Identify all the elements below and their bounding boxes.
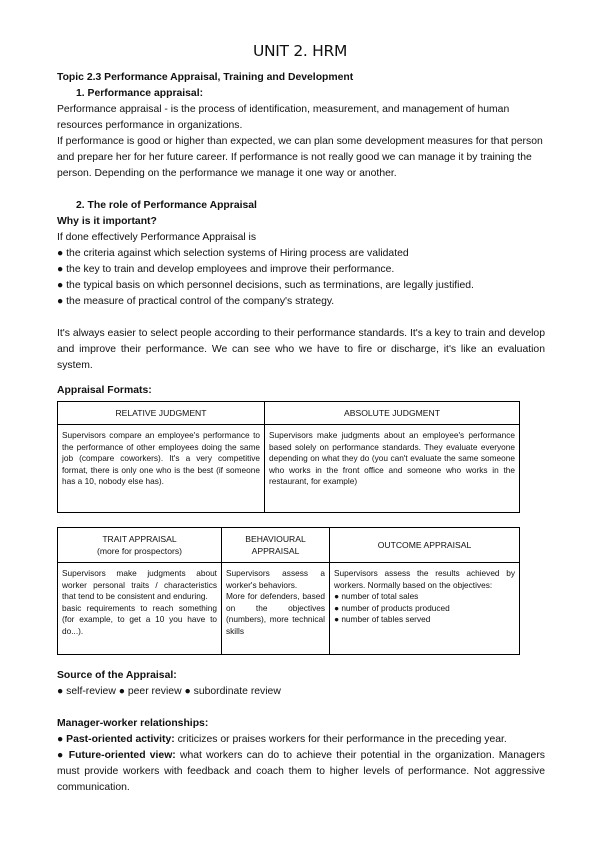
cell-line: ● number of products produced <box>334 602 450 613</box>
source-list: ● self-review ● peer review ● subordinate review <box>57 686 281 697</box>
section2-para: It's always easier to select people according to their performance standards. It's a key to train and develop and improve their performance. We can see who we have to fire or discharge, it's like an evaluation system. <box>57 328 545 371</box>
section1-para1: Performance appraisal - is the process of identification, measurement, and management of human resources performance in organizations. <box>57 104 510 131</box>
behavioural-appraisal-header: BEHAVIOURAL APPRAISAL <box>222 528 330 563</box>
list-item: ● the measure of practical control of the company's strategy. <box>57 296 335 307</box>
trait-appraisal-note: (more for prospectors) <box>96 546 182 556</box>
manager-heading: Manager-worker relationships: <box>57 718 209 729</box>
cell-line: ● number of tables served <box>334 614 431 624</box>
cell-line: More for defenders, based on the objectives (numbers), more technical skills <box>226 591 325 636</box>
section1-heading: 1. Performance appraisal: <box>76 88 204 99</box>
absolute-judgment-cell: Supervisors make judgments about an employee's performance based solely on performance standards. They evaluate everyone depending on what they do (you can't evaluate the same someone who works in the front office and someone who works in the restaurant, for example) <box>265 425 520 513</box>
list-item: ● the key to train and develop employees and improve their performance. <box>57 264 395 275</box>
behavioural-appraisal-cell <box>222 563 330 655</box>
past-oriented-item <box>57 732 545 748</box>
relative-judgment-header: RELATIVE JUDGMENT <box>58 402 265 425</box>
appraisal-types-table <box>57 527 520 655</box>
trait-appraisal-title: TRAIT APPRAISAL <box>102 534 177 544</box>
formats-heading: Appraisal Formats: <box>57 385 152 396</box>
importance-list <box>57 246 545 310</box>
page-title: UNIT 2. HRM <box>252 42 348 60</box>
list-item: ● the typical basis on which personnel decisions, such as terminations, are legally justified. <box>57 280 474 291</box>
section1-para2: If performance is good or higher than expected, we can plan some development measures for that person and prepare her for her future career. If performance is not really good we can manage it by training the person. Depending on the performance we manage it one way or another. <box>57 136 543 179</box>
future-oriented-text: what workers can do to achieve their potential in the organization. Managers must provide workers with feedback and coach them to higher levels of performance. Not aggressive communication. <box>57 750 545 793</box>
past-oriented-text: criticizes or praises workers for their performance in the preceding year. <box>174 734 507 745</box>
outcome-appraisal-cell <box>330 563 520 655</box>
trait-appraisal-header <box>58 528 222 563</box>
section2-subheading: Why is it important? <box>57 216 157 227</box>
future-oriented-item <box>57 748 545 796</box>
past-oriented-label: ● Past-oriented activity: <box>57 734 175 745</box>
cell-line: basic requirements to reach something (for example, to get a 10 you have to do...). <box>62 602 217 636</box>
topic-heading: Topic 2.3 Performance Appraisal, Training and Development <box>57 72 354 83</box>
section2-intro: If done effectively Performance Appraisal is <box>57 232 257 243</box>
trait-appraisal-cell <box>58 563 222 655</box>
source-heading: Source of the Appraisal: <box>57 670 177 681</box>
cell-line: Supervisors assess the results achieved by workers. Normally based on the objectives: <box>334 568 515 590</box>
future-oriented-label: ● Future-oriented view: <box>57 750 176 761</box>
judgment-table <box>57 401 520 513</box>
cell-line: ● number of total sales <box>334 591 419 601</box>
section2-heading: 2. The role of Performance Appraisal <box>76 200 257 211</box>
cell-line: Supervisors assess a worker's behaviors. <box>226 568 325 590</box>
document-body <box>57 70 545 796</box>
cell-line: Supervisors make judgments about worker personal traits / characteristics that tend to be consistent and enduring. <box>62 568 217 601</box>
absolute-judgment-header: ABSOLUTE JUDGMENT <box>265 402 520 425</box>
list-item: ● the criteria against which selection systems of Hiring process are validated <box>57 248 409 259</box>
relative-judgment-cell: Supervisors compare an employee's performance to the performance of other employees doing the same job (compare coworkers). It's a very competitive format, there is only one who is the best (if someone has a 10, nobody else has). <box>58 425 265 513</box>
outcome-appraisal-header: OUTCOME APPRAISAL <box>330 528 520 563</box>
